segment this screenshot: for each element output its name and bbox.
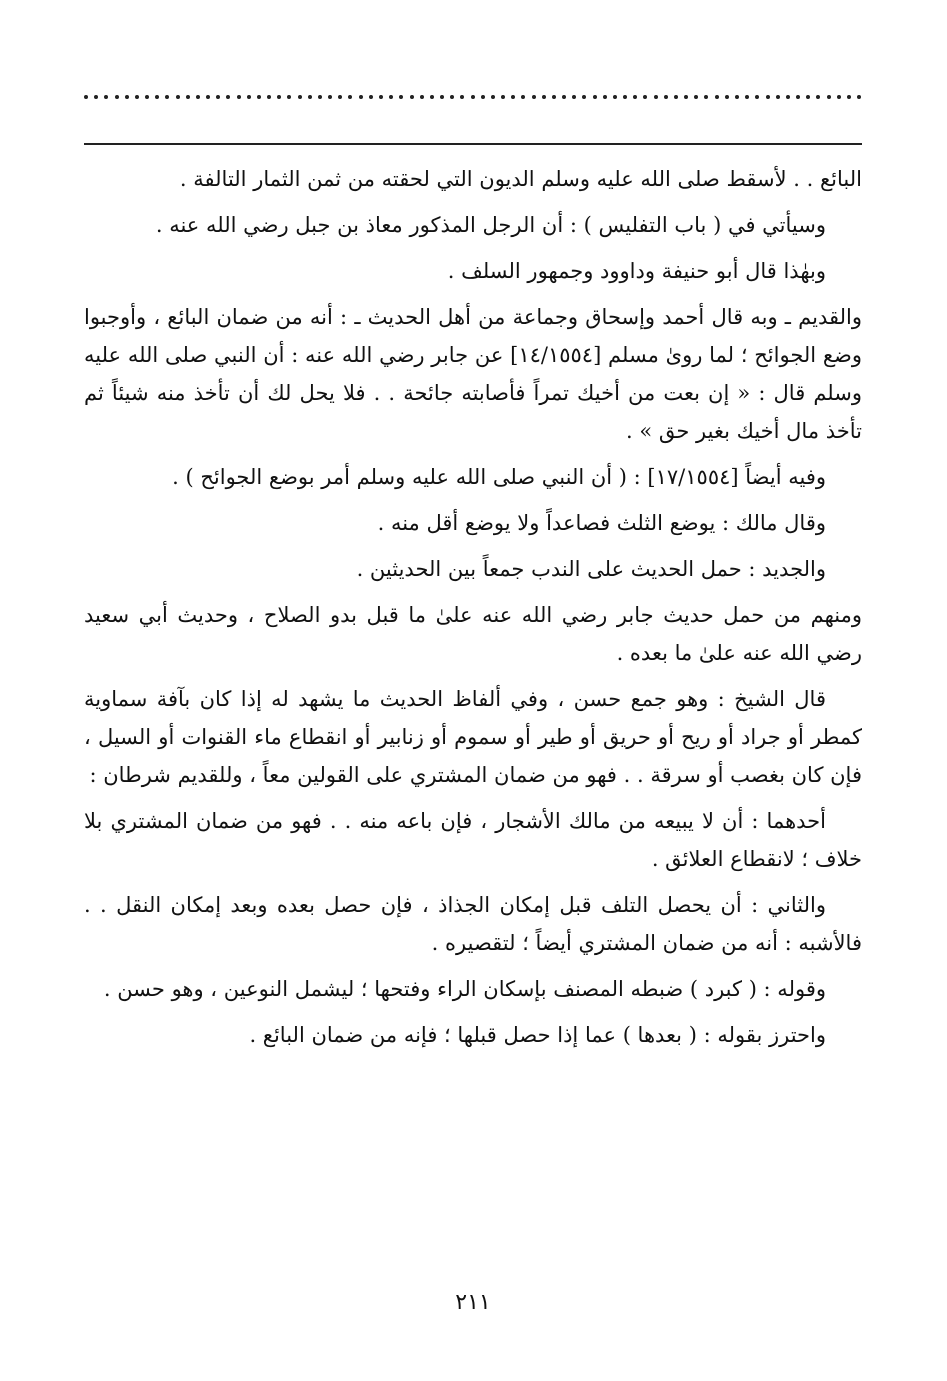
dot bbox=[216, 95, 220, 99]
dot bbox=[847, 95, 851, 99]
horizontal-rule bbox=[84, 143, 862, 145]
dot bbox=[684, 95, 688, 99]
dot bbox=[755, 95, 759, 99]
paragraph: وبهٰذا قال أبو حنيفة وداوود وجمهور السلف . bbox=[447, 259, 826, 283]
dot bbox=[776, 95, 780, 99]
dot bbox=[298, 95, 302, 99]
paragraph: والقديم ـ وبه قال أحمد وإسحاق وجماعة من أهل الحديث ـ : أنه من ضمان البائع ، وأوجبوا وضع الجوائح ؛ لما روىٰ مسلم [١٤/١٥٥٤] عن جابر رضي الله عنه : أن النبي صلى الله عليه وسلم قال : « إن بعت من أخيك تمراً فأصابته جائحة . . فلا يحل لك أن تأخذ منه شيئاً ثم تأخذ مال أخيك بغير حق » . bbox=[84, 305, 863, 443]
dot bbox=[816, 95, 820, 99]
paragraph: وقال مالك : يوضع الثلث فصاعداً ولا يوضع أقل منه . bbox=[377, 511, 826, 535]
dot bbox=[786, 95, 790, 99]
dot bbox=[735, 95, 739, 99]
dot bbox=[704, 95, 708, 99]
dot bbox=[654, 95, 658, 99]
dot bbox=[613, 95, 617, 99]
dot bbox=[827, 95, 831, 99]
dot bbox=[145, 95, 149, 99]
dot bbox=[471, 95, 475, 99]
dot bbox=[104, 95, 108, 99]
dot bbox=[694, 95, 698, 99]
dot bbox=[247, 95, 251, 99]
dot bbox=[186, 95, 190, 99]
dot bbox=[176, 95, 180, 99]
dot bbox=[725, 95, 729, 99]
dot bbox=[857, 95, 861, 99]
paragraph: وفيه أيضاً [١٧/١٥٥٤] : ( أن النبي صلى الله عليه وسلم أمر بوضع الجوائح ) . bbox=[172, 465, 826, 489]
dot bbox=[460, 95, 464, 99]
dot bbox=[643, 95, 647, 99]
dot bbox=[562, 95, 566, 99]
paragraph: والثاني : أن يحصل التلف قبل إمكان الجذاذ ، فإن حصل بعده وبعد إمكان النقل . . فالأشبه : أنه من ضمان المشتري أيضاً ؛ لتقصيره . bbox=[84, 893, 862, 955]
dot bbox=[206, 95, 210, 99]
dot bbox=[582, 95, 586, 99]
paragraph: قال الشيخ : وهو جمع حسن ، وفي ألفاظ الحديث ما يشهد له إذا كان بآفة سماوية كمطر أو جراد أو ريح أو حريق أو طير أو سموم أو زنابير أو انقطاع ماء القنوات أو السيل ، فإن كان بغصب أو سرقة . . فهو من ضمان المشتري على القولين معاً ، وللقديم شرطان : bbox=[84, 687, 862, 787]
dot bbox=[84, 95, 88, 99]
dot bbox=[511, 95, 515, 99]
dot bbox=[501, 95, 505, 99]
paragraph: وقوله : ( كبرد ) ضبطه المصنف بإسكان الراء وفتحها ؛ ليشمل النوعين ، وهو حسن . bbox=[103, 977, 826, 1001]
dot bbox=[135, 95, 139, 99]
paragraph: ومنهم من حمل حديث جابر رضي الله عنه علىٰ ما قبل بدو الصلاح ، وحديث أبي سعيد رضي الله عنه علىٰ ما بعده . bbox=[84, 603, 862, 665]
dot bbox=[196, 95, 200, 99]
dot bbox=[766, 95, 770, 99]
dot bbox=[521, 95, 525, 99]
dot bbox=[359, 95, 363, 99]
dot bbox=[155, 95, 159, 99]
document-page bbox=[84, 0, 862, 1381]
paragraph: البائع . . لأسقط صلى الله عليه وسلم الديون التي لحقته من ثمن الثمار التالفة . bbox=[179, 167, 862, 191]
dot bbox=[481, 95, 485, 99]
dot bbox=[440, 95, 444, 99]
dot bbox=[237, 95, 241, 99]
dot bbox=[165, 95, 169, 99]
paragraph: أحدهما : أن لا يبيعه من مالك الأشجار ، فإن باعه منه . . فهو من ضمان المشتري بلا خلاف ؛ لانقطاع العلائق . bbox=[84, 809, 862, 871]
dot bbox=[267, 95, 271, 99]
dot bbox=[257, 95, 261, 99]
dot bbox=[796, 95, 800, 99]
dot bbox=[593, 95, 597, 99]
dot bbox=[664, 95, 668, 99]
dot bbox=[603, 95, 607, 99]
dot bbox=[308, 95, 312, 99]
dot bbox=[430, 95, 434, 99]
main-text bbox=[84, 160, 862, 1062]
dot bbox=[806, 95, 810, 99]
dot bbox=[277, 95, 281, 99]
dot bbox=[552, 95, 556, 99]
dot bbox=[410, 95, 414, 99]
dot bbox=[674, 95, 678, 99]
dot bbox=[491, 95, 495, 99]
dot bbox=[633, 95, 637, 99]
dot bbox=[318, 95, 322, 99]
paragraph: وسيأتي في ( باب التفليس ) : أن الرجل المذكور معاذ بن جبل رضي الله عنه . bbox=[155, 213, 826, 237]
dot bbox=[420, 95, 424, 99]
dot bbox=[715, 95, 719, 99]
paragraph: واحترز بقوله : ( بعدها ) عما إذا حصل قبلها ؛ فإنه من ضمان البائع . bbox=[249, 1023, 826, 1047]
dot bbox=[379, 95, 383, 99]
dot bbox=[328, 95, 332, 99]
dot bbox=[125, 95, 129, 99]
dot bbox=[399, 95, 403, 99]
page-number: ٢١١ bbox=[455, 1290, 491, 1315]
dot bbox=[287, 95, 291, 99]
dot bbox=[115, 95, 119, 99]
dot bbox=[226, 95, 230, 99]
separator-dots bbox=[84, 82, 862, 112]
paragraph: والجديد : حمل الحديث على الندب جمعاً بين الحديثين . bbox=[356, 557, 826, 581]
dot bbox=[745, 95, 749, 99]
dot bbox=[572, 95, 576, 99]
dot bbox=[369, 95, 373, 99]
dot bbox=[532, 95, 536, 99]
dot bbox=[338, 95, 342, 99]
dot bbox=[348, 95, 352, 99]
dot bbox=[623, 95, 627, 99]
dot bbox=[450, 95, 454, 99]
dot bbox=[837, 95, 841, 99]
dot bbox=[542, 95, 546, 99]
dot bbox=[389, 95, 393, 99]
dot bbox=[94, 95, 98, 99]
